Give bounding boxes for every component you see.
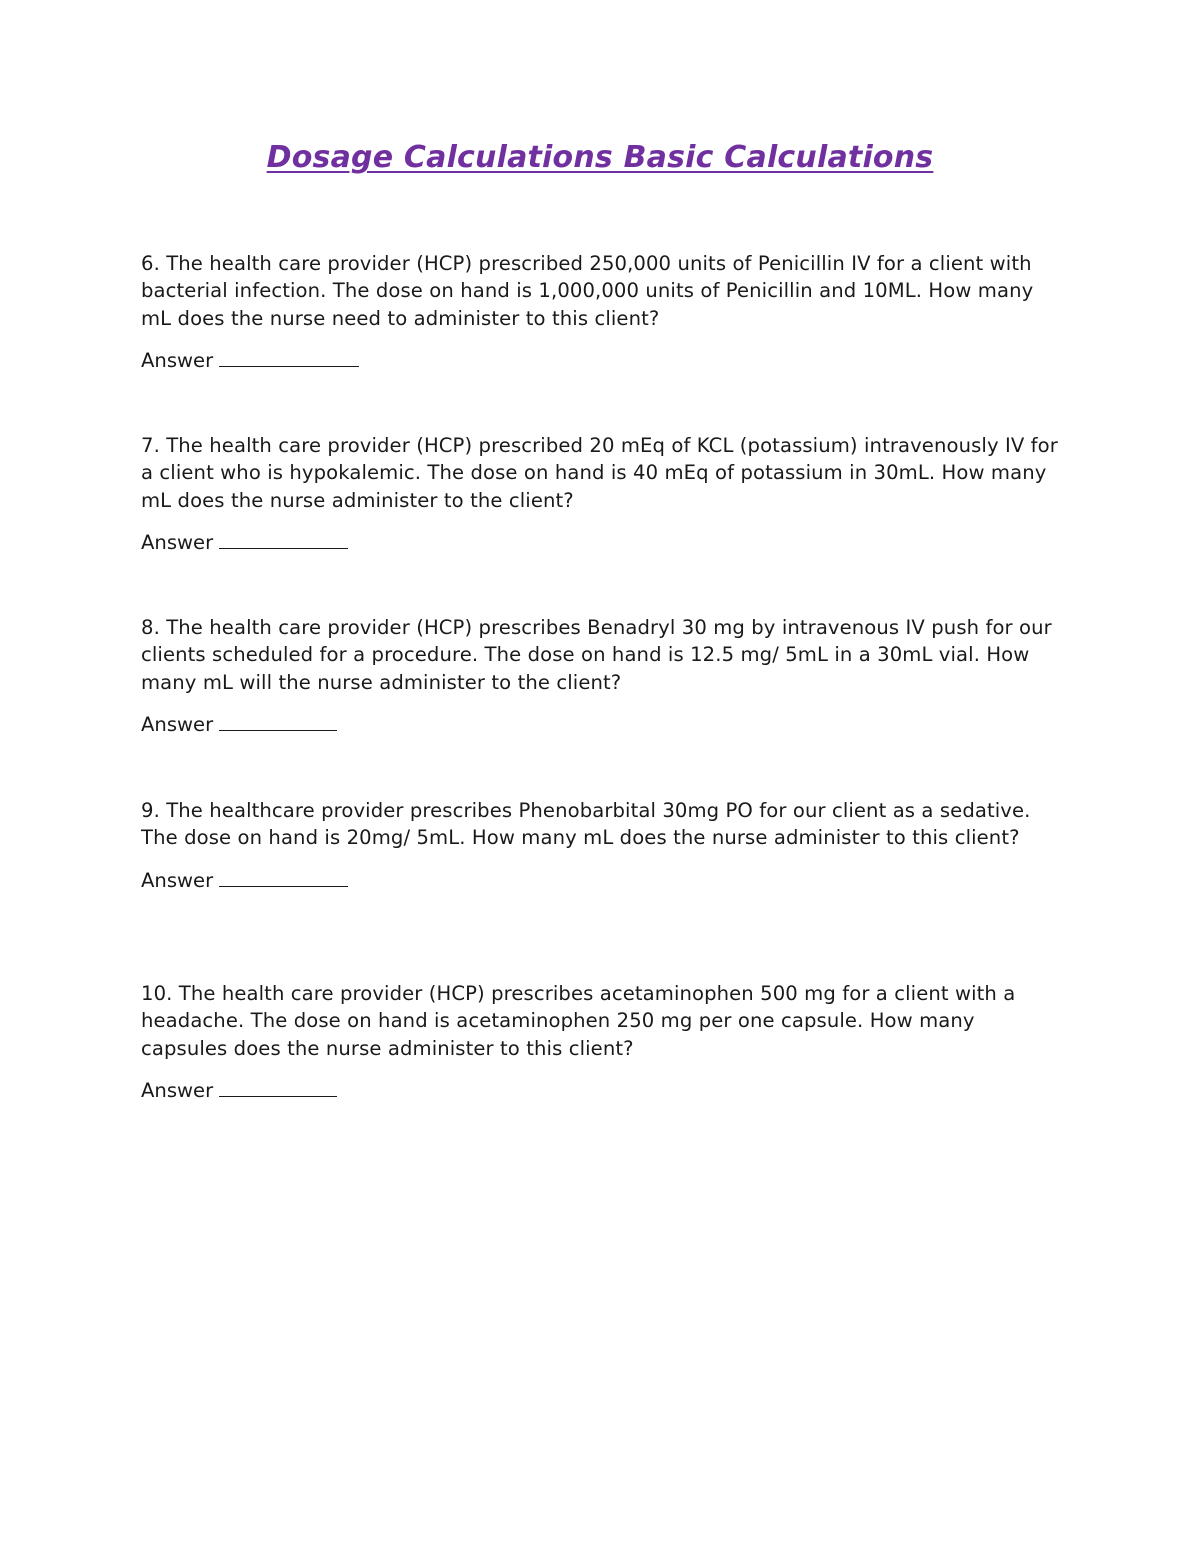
answer-row xyxy=(141,867,1061,894)
question-text: 7. The health care provider (HCP) prescribed 20 mEq of KCL (potassium) intravenously IV for a client who is hypokalemic. The dose on hand is 40 mEq of potassium in 30mL. How many mL does the nurse administer to the client? xyxy=(141,434,1058,512)
answer-blank-line[interactable] xyxy=(219,348,359,367)
answer-blank-line[interactable] xyxy=(219,712,337,731)
answer-blank-line[interactable] xyxy=(219,1078,337,1097)
answer-blank-line[interactable] xyxy=(219,868,348,887)
page-title: Dosage Calculations Basic Calculations xyxy=(266,140,934,175)
answer-row xyxy=(141,711,1061,738)
answer-blank-line[interactable] xyxy=(219,530,348,549)
answer-label: Answer xyxy=(141,868,214,892)
question-10 xyxy=(141,980,1061,1104)
question-text: 10. The health care provider (HCP) prescribes acetaminophen 500 mg for a client with a headache. The dose on hand is acetaminophen 250 mg per one capsule. How many capsules does the nurse administer to this client? xyxy=(141,982,1016,1060)
answer-label: Answer xyxy=(141,1078,214,1102)
question-text: 8. The health care provider (HCP) prescribes Benadryl 30 mg by intravenous IV push for our clients scheduled for a procedure. The dose on hand is 12.5 mg/ 5mL in a 30mL vial. How many mL will the nurse administer to the client? xyxy=(141,616,1052,694)
answer-row xyxy=(141,1077,1061,1104)
answer-row xyxy=(141,347,1061,374)
question-7 xyxy=(141,432,1061,556)
answer-label: Answer xyxy=(141,712,214,736)
answer-label: Answer xyxy=(141,530,214,554)
question-text: 9. The healthcare provider prescribes Phenobarbital 30mg PO for our client as a sedative. The dose on hand is 20mg/ 5mL. How many mL does the nurse administer to this client? xyxy=(141,799,1031,850)
question-8 xyxy=(141,614,1061,738)
question-6 xyxy=(141,250,1061,374)
answer-row xyxy=(141,529,1061,556)
question-9 xyxy=(141,797,1061,894)
answer-label: Answer xyxy=(141,348,214,372)
question-text: 6. The health care provider (HCP) prescribed 250,000 units of Penicillin IV for a client with bacterial infection. The dose on hand is 1,000,000 units of Penicillin and 10ML. How many mL does the nurse need to administer to this client? xyxy=(141,252,1034,330)
